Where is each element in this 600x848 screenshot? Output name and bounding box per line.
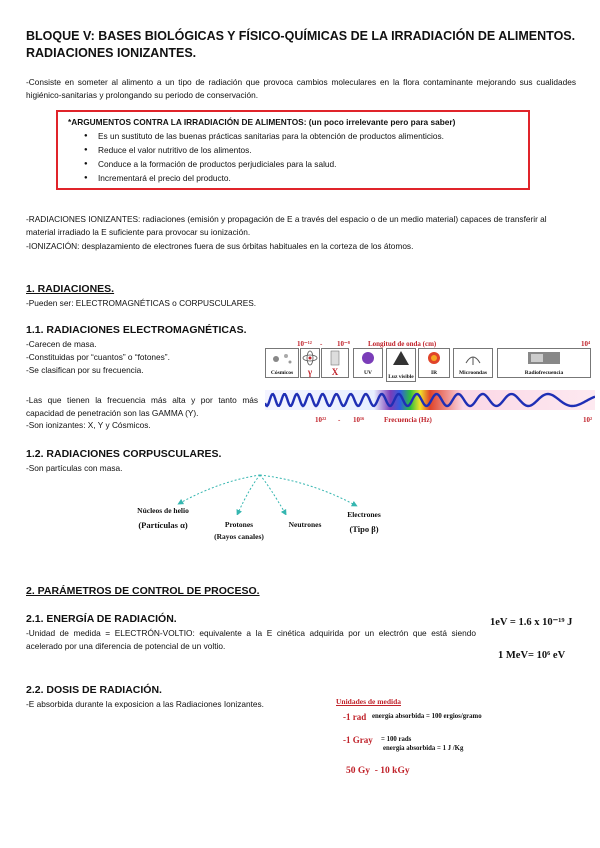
frequency-dash: - bbox=[338, 416, 341, 424]
gray-unit: -1 Gray bbox=[343, 735, 373, 745]
electromagnetic-spectrum-figure bbox=[265, 340, 600, 432]
intro-paragraph: -Consiste en someter al alimento a un tipo de radiación que provoca cambios moleculares en la flora contaminante mejorando sus cualidades higiénico-sanitarias y prolongando su periodo de conservación. bbox=[26, 77, 576, 100]
section-1-text: -Pueden ser: ELECTROMAGNÉTICAS o CORPUSCULARES. bbox=[26, 298, 257, 308]
particle-neutrons: Neutrones bbox=[288, 520, 322, 529]
spectrum-cell-cosmic: Cósmicos bbox=[265, 348, 299, 378]
list-item: ● Conduce a la formación de productos perjudiciales para la salud. bbox=[98, 157, 528, 171]
section-1-2-text: -Son partículas con masa. bbox=[26, 463, 123, 473]
cosmic-icon bbox=[266, 349, 298, 367]
wavelength-left: 10⁻¹² bbox=[297, 340, 312, 348]
sun-icon bbox=[354, 349, 382, 367]
section-2-1-text: -Unidad de medida = ELECTRÓN-VOLTIO: equivalente a la E cinética adquirida por un electrón que está siendo acelerado por una diferencia de potencial de un voltio. bbox=[26, 628, 476, 651]
section-1-2-heading: 1.2. RADIACIONES CORPUSCULARES. bbox=[26, 448, 222, 460]
spectrum-cell-microwave: Microondas bbox=[453, 348, 493, 378]
section-2-2-heading: 2.2. DOSIS DE RADIACIÓN. bbox=[26, 684, 162, 696]
list-item: ● Es un sustituto de las buenas prácticas sanitarias para la obtención de productos alimenticios. bbox=[98, 129, 528, 143]
gray-equivalence: = 100 rads bbox=[381, 736, 412, 743]
spectrum-wave bbox=[265, 387, 595, 413]
section-1-1-heading: 1.1. RADIACIONES ELECTROMAGNÉTICAS. bbox=[26, 324, 247, 336]
section-2-heading: 2. PARÁMETROS DE CONTROL DE PROCESO. bbox=[26, 585, 260, 597]
gray-description: energía absorbida = 1 J /Kg bbox=[383, 745, 464, 752]
rad-unit: -1 rad bbox=[343, 712, 367, 722]
wavelength-label: Longitud de onda (cm) bbox=[368, 340, 437, 348]
def-radiaciones-ionizantes: -RADIACIONES IONIZANTES: radiaciones (emisión y propagación de E a través del espacio o de un medio material) capaces de transferir al material irradiado la E suficiente para provocar su ionización. bbox=[26, 214, 547, 237]
arguments-box bbox=[56, 110, 530, 190]
gy-range: 50 Gy - 10 kGy bbox=[346, 766, 410, 776]
wavelength-right: 10⁴ bbox=[581, 340, 591, 348]
mev-equation: 1 MeV= 10⁶ eV bbox=[498, 650, 566, 661]
em-gamma-text: -Las que tienen la frecuencia más alta y por tanto más capacidad de penetración son las GAMMA (Y). bbox=[26, 395, 258, 418]
spectrum-cell-radio: Radiofrecuencia bbox=[497, 348, 591, 378]
list-item: ● Reduce el valor nutritivo de los alimentos. bbox=[98, 143, 528, 157]
particle-electrons: Electrones (Tipo β) bbox=[347, 510, 381, 534]
spectrum-cell-ir: IR bbox=[418, 348, 450, 378]
em-line: -Constituidas por “cuantos” o “fotones”. bbox=[26, 352, 170, 362]
em-line: -Se clasifican por su frecuencia. bbox=[26, 365, 144, 375]
radio-icon bbox=[498, 349, 590, 367]
wavelength-dash: - bbox=[320, 340, 323, 348]
heat-icon bbox=[419, 349, 449, 367]
spectrum-cell-uv: UV bbox=[353, 348, 383, 378]
antenna-icon bbox=[454, 349, 492, 367]
section-1-heading: 1. RADIACIONES. bbox=[26, 283, 115, 295]
spectrum-cell-x: X bbox=[321, 348, 349, 378]
section-2-1-heading: 2.1. ENERGÍA DE RADIACIÓN. bbox=[26, 613, 177, 625]
list-item: ● Incrementará el precio del producto. bbox=[98, 171, 528, 185]
xray-icon bbox=[322, 349, 348, 367]
arguments-list bbox=[58, 129, 528, 185]
wavelength-mid: 10⁻⁸ bbox=[337, 340, 350, 348]
frequency-right: 10² bbox=[583, 416, 593, 424]
section-2-2-text: -E absorbida durante la exposicion a las Radiaciones Ionizantes. bbox=[26, 699, 264, 709]
em-line: -Carecen de masa. bbox=[26, 339, 97, 349]
particle-protons: Protones (Rayos canales) bbox=[214, 520, 264, 541]
spectrum-cell-gamma: γ bbox=[300, 348, 320, 378]
spectrum-cell-visible: Luz visible bbox=[386, 348, 416, 382]
em-ionizing-text: -Son ionizantes: X, Y y Cósmicos. bbox=[26, 420, 151, 430]
def-ionizacion: -IONIZACIÓN: desplazamiento de electrones fuera de sus órbitas habituales en la corteza de los átomos. bbox=[26, 241, 414, 251]
particle-helium: Núcleos de helio (Partículas α) bbox=[137, 506, 189, 530]
ev-equation: 1eV = 1.6 x 10⁻¹⁹ J bbox=[490, 617, 573, 628]
units-title: Unidades de medida bbox=[336, 697, 402, 706]
arguments-heading: *ARGUMENTOS CONTRA LA IRRADIACIÓN DE ALIMENTOS: (un poco irrelevante pero para saber) bbox=[68, 117, 456, 127]
frequency-label: Frecuencia (Hz) bbox=[384, 416, 432, 424]
frequency-left: 10²² bbox=[315, 416, 327, 424]
rad-description: energía absorbida = 100 ergios/gramo bbox=[372, 713, 482, 720]
frequency-mid: 10¹⁶ bbox=[353, 416, 365, 424]
page-title: BLOQUE V: BASES BIOLÓGICAS Y FÍSICO-QUÍMICAS DE LA IRRADIACIÓN DE ALIMENTOS. RADIACIONES IONIZANTES. bbox=[26, 29, 576, 60]
prism-icon bbox=[387, 349, 415, 367]
atom-icon bbox=[301, 349, 319, 367]
